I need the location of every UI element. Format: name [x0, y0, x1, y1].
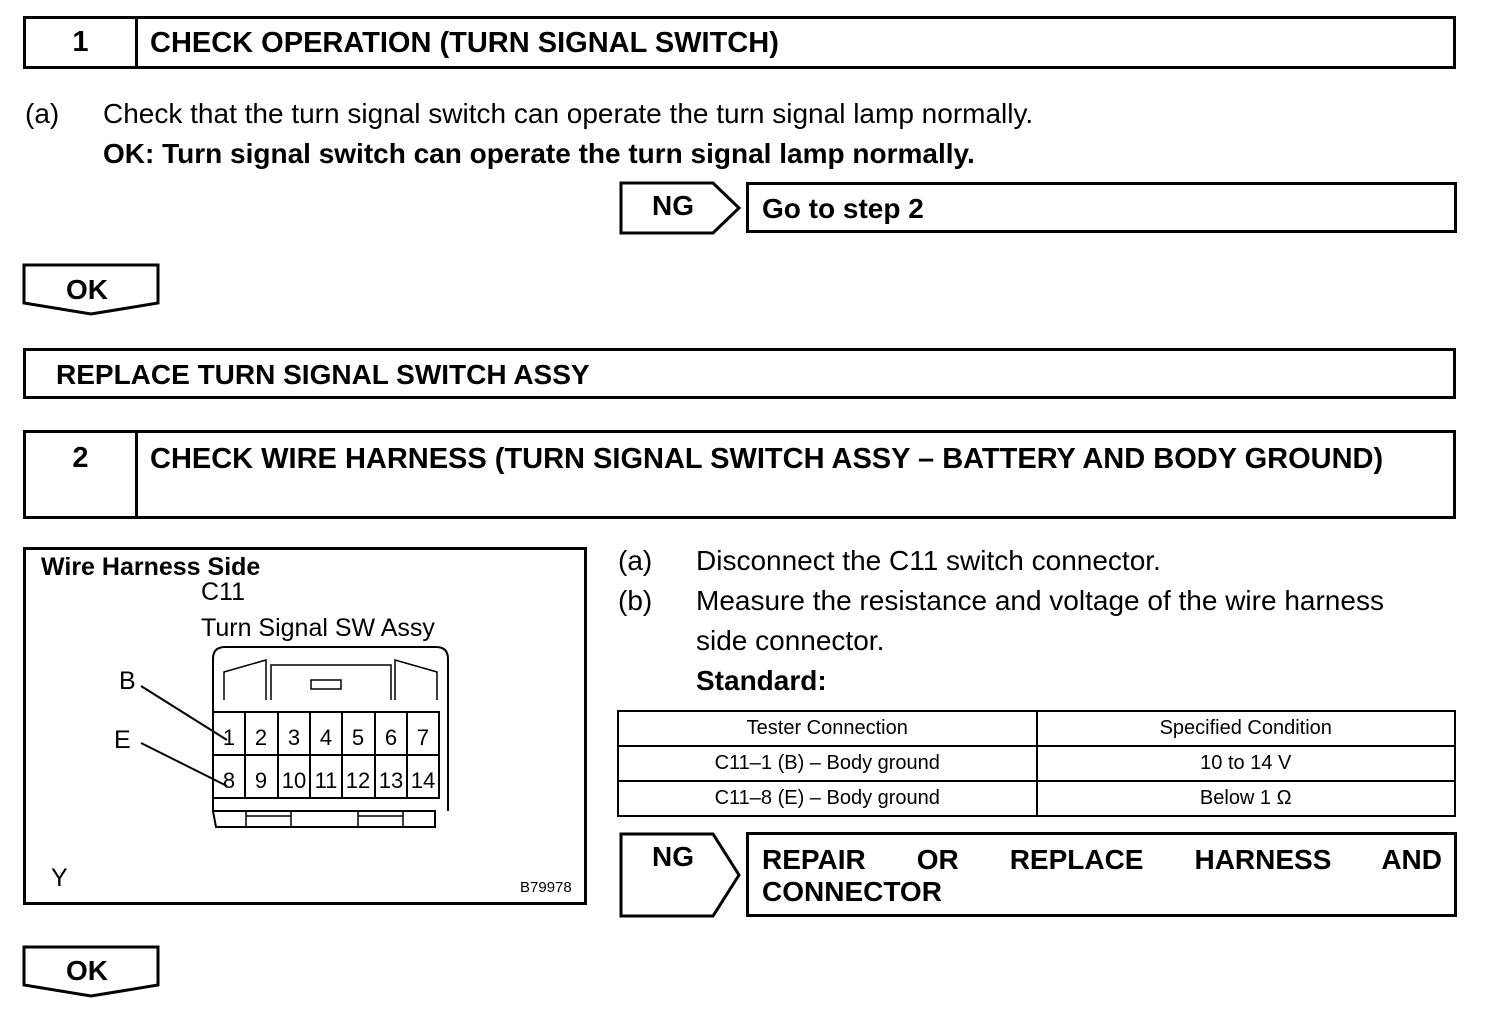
step-title: CHECK OPERATION (TURN SIGNAL SWITCH): [150, 27, 779, 59]
ng-action-text: Go to step 2: [762, 193, 924, 224]
ng-action-text: REPAIR OR REPLACE HARNESS AND CONNECTOR: [762, 844, 1442, 907]
pin-9: 9: [254, 768, 268, 793]
pin-10: 10: [281, 768, 307, 793]
table-header: Tester Connection: [618, 711, 1037, 746]
table-row: [618, 781, 1455, 816]
step-number: 2: [26, 433, 138, 516]
pin-8: 8: [222, 768, 236, 793]
instruction-text: Disconnect the C11 switch connector.: [696, 545, 1161, 576]
table-cell: C11–1 (B) – Body ground: [618, 746, 1037, 781]
table-cell: C11–8 (E) – Body ground: [618, 781, 1037, 816]
wire-color: Y: [51, 864, 68, 892]
pin-13: 13: [378, 768, 404, 793]
table-header: Specified Condition: [1037, 711, 1456, 746]
item-label: (b): [618, 585, 653, 616]
pin-12: 12: [345, 768, 371, 793]
result-box: [23, 348, 1456, 399]
table-cell: 10 to 14 V: [1037, 746, 1456, 781]
pin-5: 5: [351, 725, 365, 750]
item-label: (a): [25, 98, 60, 129]
result-text: REPLACE TURN SIGNAL SWITCH ASSY: [56, 359, 590, 390]
step-number: 1: [26, 19, 138, 66]
label-e: E: [114, 726, 131, 754]
diagram-title: Wire Harness Side: [41, 553, 261, 581]
ok-label: OK: [66, 274, 108, 305]
standard-label: Standard:: [696, 665, 827, 696]
connector-diagram: [23, 547, 587, 905]
instruction-text: Measure the resistance and voltage of the wire harness: [696, 585, 1384, 616]
ng-label: NG: [652, 190, 694, 221]
pin-1: 1: [222, 725, 236, 750]
ok-criteria: OK: Turn signal switch can operate the turn signal lamp normally.: [103, 138, 975, 169]
figure-id: B79978: [520, 879, 572, 896]
pin-6: 6: [384, 725, 398, 750]
ng-action-box: [746, 832, 1457, 917]
spec-table: [617, 710, 1456, 817]
step-2-header: [23, 430, 1456, 519]
instruction-text: Check that the turn signal switch can operate the turn signal lamp normally.: [103, 98, 1034, 129]
pin-2: 2: [254, 725, 268, 750]
connector-code: C11: [201, 578, 246, 606]
table-cell: Below 1 Ω: [1037, 781, 1456, 816]
pin-3: 3: [287, 725, 301, 750]
instruction-text-cont: side connector.: [696, 625, 885, 656]
table-row: [618, 746, 1455, 781]
ng-label: NG: [652, 841, 694, 872]
item-label: (a): [618, 545, 653, 576]
pin-11: 11: [314, 768, 338, 793]
table-header-row: [618, 711, 1455, 746]
pin-7: 7: [416, 725, 430, 750]
label-b: B: [119, 667, 136, 695]
step-title: CHECK WIRE HARNESS (TURN SIGNAL SWITCH ASSY – BATTERY AND BODY GROUND): [150, 443, 1384, 475]
ok-label: OK: [66, 955, 108, 986]
step-1-header: [23, 16, 1456, 69]
pin-14: 14: [410, 768, 436, 793]
pin-4: 4: [319, 725, 333, 750]
connector-name: Turn Signal SW Assy: [201, 614, 435, 642]
ng-action-box: [746, 182, 1457, 233]
